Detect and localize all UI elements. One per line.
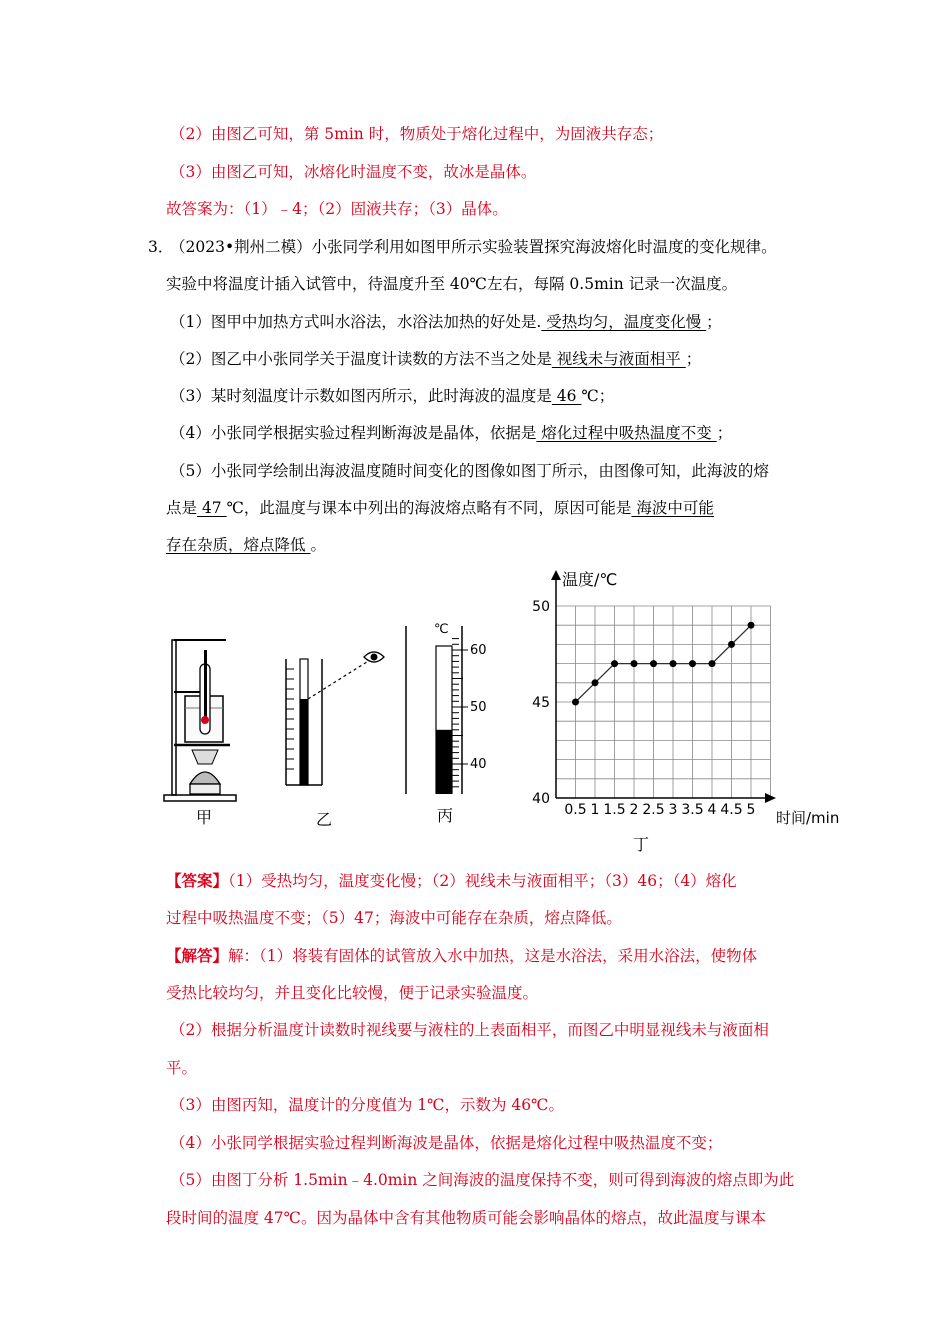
chart-x-tick-label: 1.5 [603, 802, 626, 818]
caption-jia: 甲 [196, 808, 213, 827]
thermometer-figure [400, 622, 500, 794]
reading-figure [280, 645, 390, 790]
chart-point [592, 679, 599, 686]
q3-answer: 46 [551, 387, 582, 405]
eye-pupil-icon [371, 654, 378, 661]
chart-x-label: 时间/min [776, 809, 840, 825]
chart-point [670, 660, 677, 667]
intro-line-3: （3）由图乙可知，冰熔化时温度不变，故冰是晶体。 [170, 163, 537, 181]
question-5-line-1: （5）小张同学绘制出海波温度随时间变化的图像如图丁所示，由图像可知，此海波的熔 [170, 462, 769, 480]
chart-x-tick-label: 4 [707, 802, 717, 818]
question-4 [170, 423, 732, 443]
chart-point [650, 660, 657, 667]
explain-line-7: （5）由图丁分析 1.5min﹣4.0min 之间海波的温度保持不变，则可得到海波的熔点即为此 [170, 1171, 795, 1189]
chart-y-ticks [532, 599, 550, 807]
q5-prefix: 点是 [166, 499, 198, 517]
reading-ticks [286, 669, 294, 769]
chart-x-tick-label: 3.5 [681, 802, 704, 818]
explain-line-2: 受热比较均匀，并且变化比较慢，便于记录实验温度。 [166, 984, 539, 1002]
lamp-body [190, 784, 220, 794]
chart-x-tick-label: 2.5 [642, 802, 665, 818]
q5-mid: ℃，此温度与课本中列出的海波熔点略有不同，原因可能是 [226, 499, 632, 517]
question-number: 3． [148, 238, 174, 256]
explain-line-4: 平。 [166, 1059, 198, 1077]
chart-x-tick-label: 4.5 [720, 802, 743, 818]
thermometer-liquid [436, 730, 452, 794]
q2-answer: 视线未与液面相平 [551, 350, 686, 368]
chart-point [572, 699, 579, 706]
question-2 [170, 349, 701, 369]
caption-yi: 乙 [316, 810, 333, 829]
thermometer-minor-ticks [452, 639, 468, 787]
liquid-column [300, 699, 308, 785]
q4-answer: 熔化过程中吸热温度不变 [536, 424, 717, 442]
explain-text-1: 解：（1）将装有固体的试管放入水中加热，这是水浴法，采用水浴法，使物体 [228, 947, 758, 965]
chart-point [631, 660, 638, 667]
chart-point [611, 660, 618, 667]
chart-x-tick-label: 1 [590, 802, 600, 818]
chart-y-tick-label: 40 [532, 791, 550, 807]
thermometer-tick-50: 50 [470, 700, 487, 715]
question-stem-1: （2023•荆州二模）小张同学利用如图甲所示实验装置探究海波熔化时温度的变化规律。 [170, 238, 777, 256]
chart-y-label: 温度/℃ [562, 570, 618, 589]
explain-tag: 【解答】 [166, 946, 229, 965]
question-1 [170, 312, 722, 332]
chart-x-ticks [564, 802, 755, 818]
explain-line-3: （2）根据分析温度计读数时视线要与液柱的上表面相平，而图乙中明显视线未与液面相 [170, 1021, 769, 1039]
q5-answer-b2: 存在杂质，熔点降低 [166, 536, 311, 554]
q5-answer-a: 47 [197, 499, 227, 517]
intro-line-2: （2）由图乙可知，第 5min 时，物质处于熔化过程中，为固液共存态； [170, 125, 664, 143]
q1-prefix: （1）图甲中加热方式叫水浴法，水浴法加热的好处是. [170, 313, 542, 331]
line-of-sight [308, 660, 370, 699]
apparatus-stand-rod [172, 640, 176, 795]
explain-line-6: （4）小张同学根据实验过程判断海波是晶体，依据是熔化过程中吸热温度不变； [170, 1134, 723, 1152]
question-3 [170, 386, 614, 406]
chart-x-tick-label: 0.5 [564, 802, 587, 818]
chart-x-tick-label: 5 [746, 802, 756, 818]
question-5-line-2 [166, 498, 714, 518]
wire-gauze [192, 750, 218, 764]
answer-line-2: 过程中吸热温度不变；（5）47；海波中可能存在杂质，熔点降低。 [166, 909, 622, 927]
thermometer-in-tube [204, 650, 207, 720]
explain-line-5: （3）由图丙知，温度计的分度值为 1℃，示数为 46℃。 [170, 1096, 564, 1114]
q4-suffix: ； [716, 424, 733, 442]
explain-line-1 [166, 946, 757, 966]
answer-line-1 [166, 871, 737, 891]
temperature-time-chart [520, 560, 860, 825]
question-stem-2: 实验中将温度计插入试管中，待温度升至 40℃左右，每隔 0.5min 记录一次温度。 [166, 275, 738, 293]
alcohol-lamp [190, 772, 220, 784]
chart-grid [556, 606, 771, 798]
thermometer-tick-40: 40 [470, 757, 487, 772]
chart-x-tick-label: 2 [629, 802, 639, 818]
answer-tag: 【答案】 [166, 871, 229, 890]
thermometer-unit: ℃ [434, 622, 449, 637]
chart-point [689, 660, 696, 667]
q3-suffix: ℃； [581, 387, 615, 405]
chart-point [728, 641, 735, 648]
explain-line-8: 段时间的温度 47℃。因为晶体中含有其他物质可能会影响晶体的熔点，故此温度与课本 [166, 1209, 766, 1227]
chart-point [709, 660, 716, 667]
q1-answer: 受热均匀，温度变化慢 [541, 313, 707, 331]
chart-y-tick-label: 45 [532, 695, 550, 711]
y-axis-arrow-icon [551, 570, 561, 580]
question-5-line-3 [166, 535, 326, 555]
thermometer-bulb [201, 716, 209, 724]
caption-ding: 丁 [633, 835, 650, 854]
q2-prefix: （2）图乙中小张同学关于温度计读数的方法不当之处是 [170, 350, 552, 368]
q4-prefix: （4）小张同学根据实验过程判断海波是晶体，依据是 [170, 424, 537, 442]
apparatus-base [164, 795, 236, 801]
thermometer-tick-60: 60 [470, 643, 487, 658]
apparatus-figure [160, 632, 240, 804]
q5-answer-b1: 海波中可能 [631, 499, 714, 517]
q1-suffix: ； [706, 313, 722, 331]
caption-bing: 丙 [437, 806, 454, 825]
chart-point [748, 622, 755, 629]
q3-prefix: （3）某时刻温度计示数如图丙所示，此时海波的温度是 [170, 387, 552, 405]
chart-y-tick-label: 50 [532, 599, 550, 615]
q2-suffix: ； [685, 350, 702, 368]
answer-text-1: （1）受热均匀，温度变化慢；（2）视线未与液面相平；（3）46；（4）熔化 [228, 872, 737, 890]
chart-x-tick-label: 3 [668, 802, 678, 818]
intro-answer-summary: 故答案为：（1）﹣4；（2）固液共存；（3）晶体。 [166, 200, 508, 218]
q5-end: 。 [310, 536, 326, 554]
